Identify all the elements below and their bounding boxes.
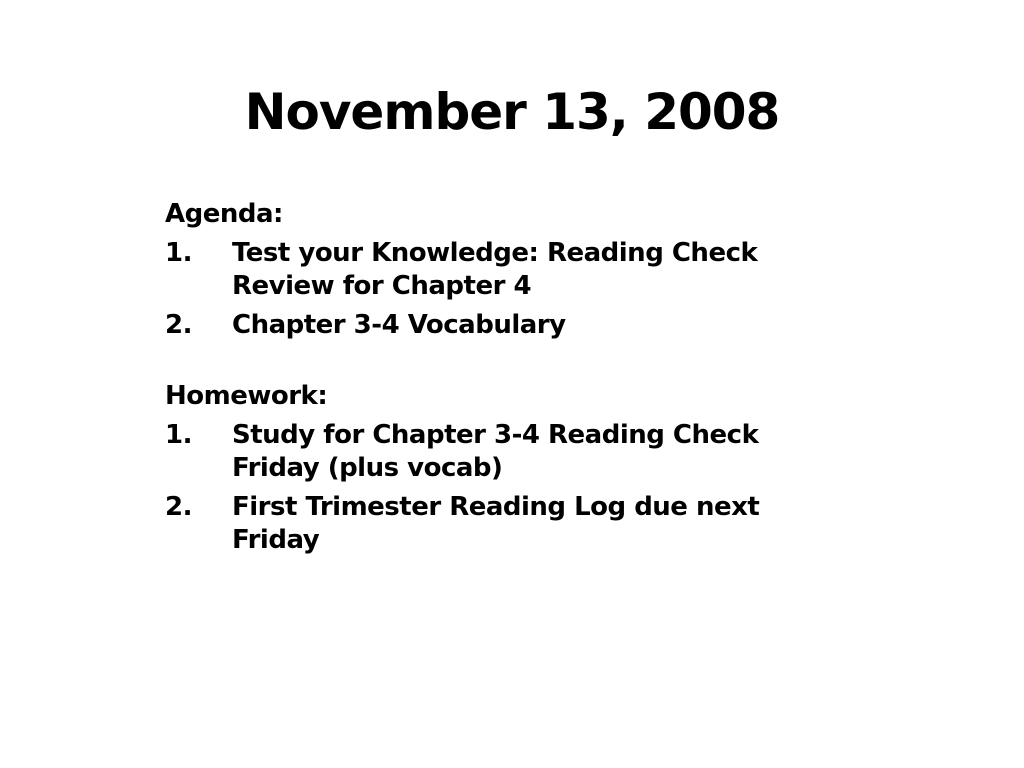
item-number: 1. — [165, 238, 192, 268]
agenda-list — [165, 237, 845, 342]
section-spacer — [165, 348, 845, 380]
list-item — [165, 237, 845, 303]
slide-title: November 13, 2008 — [244, 83, 780, 141]
item-text: Study for Chapter 3-4 Reading Check Friday (plus vocab) — [232, 420, 759, 483]
agenda-heading: Agenda: — [165, 199, 283, 229]
list-item — [165, 419, 845, 485]
item-text: First Trimester Reading Log due next Friday — [232, 492, 760, 555]
list-item — [165, 309, 845, 342]
homework-heading: Homework: — [165, 381, 328, 411]
item-number: 1. — [165, 420, 192, 450]
item-number: 2. — [165, 492, 192, 522]
item-text: Test your Knowledge: Reading Check Review for Chapter 4 — [232, 238, 758, 301]
item-number: 2. — [165, 310, 192, 340]
slide-body — [165, 198, 845, 563]
item-text: Chapter 3-4 Vocabulary — [232, 310, 566, 340]
homework-list — [165, 419, 845, 557]
list-item — [165, 491, 845, 557]
